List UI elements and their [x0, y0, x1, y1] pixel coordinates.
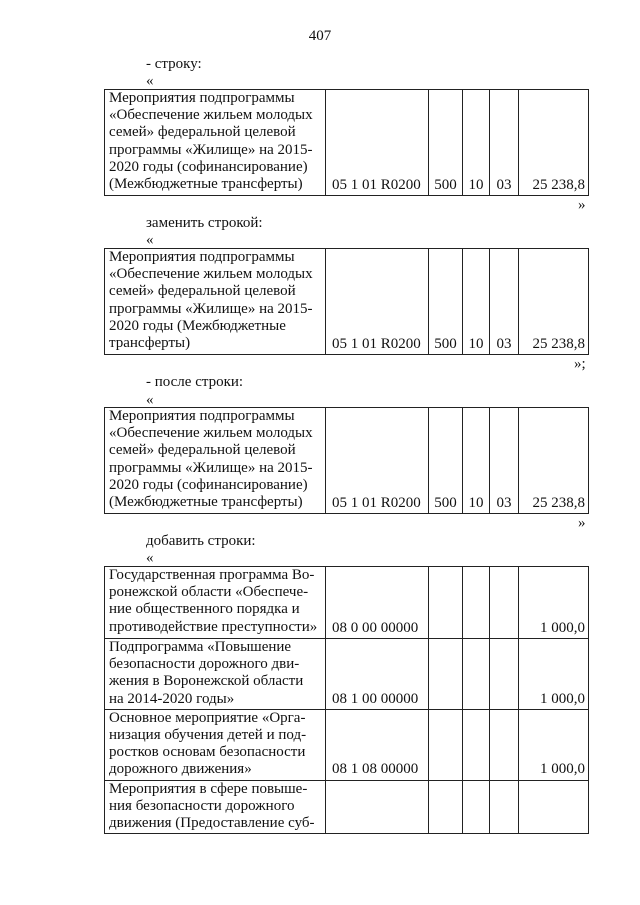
- table-original-row: [104, 89, 589, 196]
- cell-name: Мероприятия подпрограммы «Обеспечение жильем молодых семей» федеральной целевой программы «Жилище» на 2015- 2020 годы (Межбюджетные трансферты): [105, 249, 326, 355]
- cell-vr: 500: [429, 90, 463, 196]
- cell-vr: 500: [429, 408, 463, 514]
- cell-rz: [463, 709, 490, 780]
- cell-name: Государственная программа Во- ронежской области «Обеспече- ние общественного порядка и противодействие преступности»: [105, 567, 326, 639]
- table-row: [105, 249, 589, 355]
- cell-code: 05 1 01 R0200: [326, 408, 429, 514]
- table-row: [105, 709, 589, 780]
- table-row: [105, 639, 589, 710]
- cell-pr: 03: [490, 90, 519, 196]
- cell-code: 05 1 01 R0200: [326, 249, 429, 355]
- cell-rz: [463, 639, 490, 710]
- cell-vr: [429, 567, 463, 639]
- opening-quote: «: [146, 232, 154, 248]
- cell-name: Подпрограмма «Повышение безопасности дорожного дви- жения в Воронежской области на 2014-2020 годы»: [105, 639, 326, 710]
- cell-sum: 25 238,8: [519, 90, 589, 196]
- table-row: [105, 90, 589, 196]
- cell-vr: [429, 780, 463, 834]
- cell-pr: [490, 639, 519, 710]
- cell-pr: [490, 709, 519, 780]
- cell-rz: 10: [463, 408, 490, 514]
- cell-pr: 03: [490, 408, 519, 514]
- opening-quote: «: [146, 550, 154, 566]
- cell-rz: [463, 567, 490, 639]
- closing-quote: »: [578, 197, 586, 213]
- page-number: 407: [308, 28, 332, 44]
- cell-code: 08 1 08 00000: [326, 709, 429, 780]
- cell-name: Мероприятия подпрограммы «Обеспечение жильем молодых семей» федеральной целевой программы «Жилище» на 2015- 2020 годы (софинансирование) (Межбюджетные трансферты): [105, 90, 326, 196]
- cell-code: 05 1 01 R0200: [326, 90, 429, 196]
- table-row: [105, 567, 589, 639]
- instruction-line: - строку:: [146, 56, 202, 72]
- opening-quote: «: [146, 73, 154, 89]
- cell-sum: 1 000,0: [519, 709, 589, 780]
- cell-pr: [490, 780, 519, 834]
- instruction-line: - после строки:: [146, 374, 244, 390]
- cell-name: Мероприятия в сфере повыше- ния безопасности дорожного движения (Предоставление суб-: [105, 780, 326, 834]
- cell-code: [326, 780, 429, 834]
- table-row: [105, 780, 589, 834]
- instruction-line: добавить строки:: [146, 533, 256, 549]
- cell-sum: 1 000,0: [519, 639, 589, 710]
- closing-quote: »;: [574, 356, 586, 372]
- closing-quote: »: [578, 515, 586, 531]
- table-row: [105, 408, 589, 514]
- cell-rz: 10: [463, 90, 490, 196]
- instruction-line: заменить строкой:: [146, 215, 263, 231]
- opening-quote: «: [146, 392, 154, 408]
- cell-code: 08 1 00 00000: [326, 639, 429, 710]
- cell-pr: 03: [490, 249, 519, 355]
- cell-vr: [429, 639, 463, 710]
- cell-vr: [429, 709, 463, 780]
- cell-rz: [463, 780, 490, 834]
- table-after-row: [104, 407, 589, 514]
- cell-name: Основное мероприятие «Орга- низация обучения детей и под- ростков основам безопасности дорожного движения»: [105, 709, 326, 780]
- cell-rz: 10: [463, 249, 490, 355]
- table-added-rows: [104, 566, 589, 834]
- cell-sum: 1 000,0: [519, 567, 589, 639]
- cell-pr: [490, 567, 519, 639]
- cell-sum: 25 238,8: [519, 408, 589, 514]
- table-replacement-row: [104, 248, 589, 355]
- cell-sum: [519, 780, 589, 834]
- cell-code: 08 0 00 00000: [326, 567, 429, 639]
- cell-vr: 500: [429, 249, 463, 355]
- cell-name: Мероприятия подпрограммы «Обеспечение жильем молодых семей» федеральной целевой программы «Жилище» на 2015- 2020 годы (софинансирование) (Межбюджетные трансферты): [105, 408, 326, 514]
- cell-sum: 25 238,8: [519, 249, 589, 355]
